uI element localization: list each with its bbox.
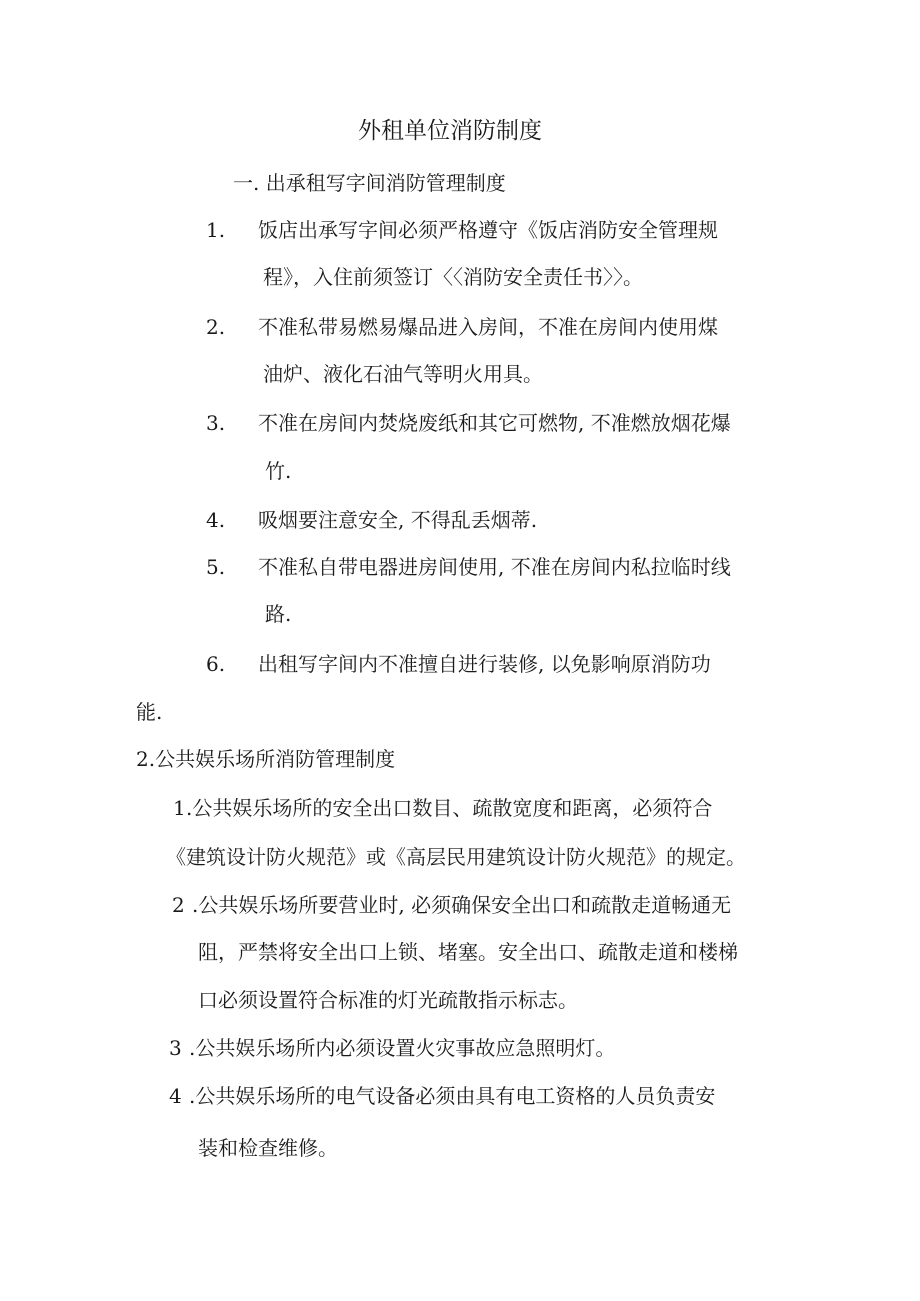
s2-item2-number: 2 bbox=[172, 893, 185, 917]
s1-item2-line2: 油炉、液化石油气等明火用具。 bbox=[263, 362, 543, 386]
s2-item2-line1: .公共娱乐场所要营业时, 必须确保安全出口和疏散走道畅通无 bbox=[192, 893, 732, 917]
s1-item1-line2: 程》，入住前须签订〈〈消防安全责任书〉〉。 bbox=[263, 265, 643, 289]
s1-item6-line1: 出租写字间内不准擅自进行装修, 以免影响原消防功 bbox=[258, 652, 711, 676]
s1-item6-line2: 能. bbox=[136, 700, 163, 724]
s2-item4-line1: .公共娱乐场所的电气设备必须由具有电工资格的人员负责安 bbox=[189, 1084, 716, 1108]
s1-item2-number: 2. bbox=[206, 315, 226, 339]
s2-item2-line2: 阻，严禁将安全出口上锁、堵塞。安全出口、疏散走道和楼梯 bbox=[198, 940, 738, 964]
section1-heading: 一. 出承租写字间消防管理制度 bbox=[233, 171, 506, 195]
s1-item3-line1: 不准在房间内焚烧废纸和其它可燃物, 不准燃放烟花爆 bbox=[258, 411, 731, 435]
s2-item4-number: 4 bbox=[169, 1084, 182, 1108]
section2-heading: 2.公共娱乐场所消防管理制度 bbox=[136, 747, 396, 771]
s1-item4-number: 4. bbox=[206, 508, 226, 532]
s1-item5-number: 5. bbox=[206, 555, 226, 579]
s2-item1-line2: 《建筑设计防火规范》或《高层民用建筑设计防火规范》的规定。 bbox=[166, 845, 746, 869]
s2-item2-line3: 口必须设置符合标准的灯光疏散指示标志。 bbox=[198, 988, 578, 1012]
s2-item4-line2: 装和检查维修。 bbox=[198, 1136, 338, 1160]
s1-item1-line1: 饭店出承写字间必须严格遵守《饭店消防安全管理规 bbox=[258, 218, 718, 242]
s1-item1-number: 1. bbox=[206, 218, 226, 242]
s1-item6-number: 6. bbox=[206, 652, 226, 676]
s1-item3-number: 3. bbox=[206, 411, 226, 435]
s1-item4-line1: 吸烟要注意安全, 不得乱丢烟蒂. bbox=[258, 508, 538, 532]
s2-item3-number: 3 bbox=[169, 1036, 182, 1060]
document-title: 外租单位消防制度 bbox=[358, 118, 542, 144]
s2-item1-line1: .公共娱乐场所的安全出口数目、疏散宽度和距离，必须符合 bbox=[186, 796, 713, 820]
s1-item2-line1: 不准私带易燃易爆品进入房间，不准在房间内使用煤 bbox=[258, 315, 718, 339]
s2-item1-number: 1 bbox=[173, 796, 186, 820]
s1-item3-line2: 竹. bbox=[265, 459, 292, 483]
s2-item3-line1: .公共娱乐场所内必须设置火灾事故应急照明灯。 bbox=[189, 1036, 616, 1060]
s1-item5-line1: 不准私自带电器进房间使用, 不准在房间内私拉临时线 bbox=[258, 555, 731, 579]
s1-item5-line2: 路. bbox=[265, 602, 292, 626]
